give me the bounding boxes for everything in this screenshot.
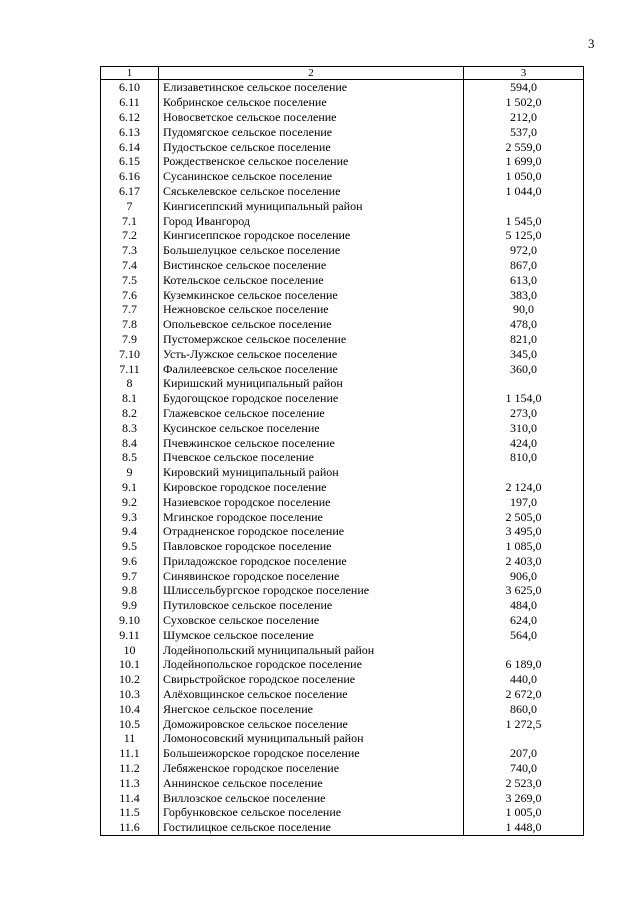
row-number: 6.14 <box>101 139 159 154</box>
row-number: 7.3 <box>101 243 159 258</box>
table-row <box>101 672 584 687</box>
settlement-name: Сусанинское сельское поселение <box>159 169 464 184</box>
row-number: 8.3 <box>101 420 159 435</box>
row-number: 9.7 <box>101 568 159 583</box>
table-row <box>101 272 584 287</box>
settlement-name: Опольевское сельское поселение <box>159 317 464 332</box>
table-row <box>101 420 584 435</box>
table-row <box>101 480 584 495</box>
settlement-value <box>464 198 584 213</box>
row-number: 11 <box>101 731 159 746</box>
settlement-value: 1 545,0 <box>464 213 584 228</box>
settlement-value: 212,0 <box>464 110 584 125</box>
settlement-value: 5 125,0 <box>464 228 584 243</box>
settlement-name: Кировское городское поселение <box>159 480 464 495</box>
settlement-name: Пудомягское сельское поселение <box>159 124 464 139</box>
settlement-table <box>100 66 584 836</box>
settlement-value: 484,0 <box>464 598 584 613</box>
settlement-value: 2 672,0 <box>464 687 584 702</box>
row-number: 7.11 <box>101 361 159 376</box>
row-number: 6.11 <box>101 95 159 110</box>
row-number: 7.10 <box>101 346 159 361</box>
table-row <box>101 509 584 524</box>
settlement-value: 860,0 <box>464 701 584 716</box>
settlement-value: 1 085,0 <box>464 539 584 554</box>
table-row <box>101 613 584 628</box>
row-number: 10.2 <box>101 672 159 687</box>
row-number: 9.11 <box>101 627 159 642</box>
row-number: 10.5 <box>101 716 159 731</box>
row-number: 11.2 <box>101 761 159 776</box>
settlement-name: Котельское сельское поселение <box>159 272 464 287</box>
row-number: 8.2 <box>101 406 159 421</box>
settlement-value: 2 523,0 <box>464 775 584 790</box>
table-row <box>101 465 584 480</box>
row-number: 9.4 <box>101 524 159 539</box>
row-number: 6.16 <box>101 169 159 184</box>
table-row <box>101 317 584 332</box>
row-number: 8 <box>101 376 159 391</box>
settlement-value: 906,0 <box>464 568 584 583</box>
settlement-name: Большелуцкое сельское поселение <box>159 243 464 258</box>
table-row <box>101 761 584 776</box>
row-number: 9.5 <box>101 539 159 554</box>
table-row <box>101 539 584 554</box>
table-row <box>101 524 584 539</box>
row-number: 6.13 <box>101 124 159 139</box>
settlement-value: 1 502,0 <box>464 95 584 110</box>
table-row <box>101 627 584 642</box>
row-number: 11.6 <box>101 820 159 835</box>
table-row <box>101 154 584 169</box>
settlement-name: Пчевжинское сельское поселение <box>159 435 464 450</box>
settlement-value <box>464 376 584 391</box>
settlement-name: Новосветское сельское поселение <box>159 110 464 125</box>
settlement-value: 345,0 <box>464 346 584 361</box>
settlement-name: Пчевское сельское поселение <box>159 450 464 465</box>
settlement-value: 3 625,0 <box>464 583 584 598</box>
row-number: 9.1 <box>101 480 159 495</box>
settlement-value: 740,0 <box>464 761 584 776</box>
row-number: 9.10 <box>101 613 159 628</box>
row-number: 10 <box>101 642 159 657</box>
settlement-value: 310,0 <box>464 420 584 435</box>
settlement-value: 1 448,0 <box>464 820 584 835</box>
row-number: 9.3 <box>101 509 159 524</box>
settlement-value: 1 044,0 <box>464 184 584 199</box>
table-row <box>101 124 584 139</box>
settlement-name: Мгинское городское поселение <box>159 509 464 524</box>
settlement-name: Глажевское сельское поселение <box>159 406 464 421</box>
settlement-value <box>464 731 584 746</box>
table-row <box>101 642 584 657</box>
table-row <box>101 213 584 228</box>
settlement-value: 478,0 <box>464 317 584 332</box>
row-number: 7.5 <box>101 272 159 287</box>
settlement-name: Лебяженское городское поселение <box>159 761 464 776</box>
row-number: 9.6 <box>101 554 159 569</box>
settlement-name: Куземкинское сельское поселение <box>159 287 464 302</box>
row-number: 9.2 <box>101 494 159 509</box>
table-row <box>101 228 584 243</box>
row-number: 7.8 <box>101 317 159 332</box>
settlement-value <box>464 465 584 480</box>
settlement-name: Будогощское городское поселение <box>159 391 464 406</box>
table-row <box>101 391 584 406</box>
row-number: 7 <box>101 198 159 213</box>
settlement-name: Фалилеевское сельское поселение <box>159 361 464 376</box>
settlement-name: Киришский муниципальный район <box>159 376 464 391</box>
table-row <box>101 169 584 184</box>
row-number: 6.10 <box>101 80 159 95</box>
settlement-name: Горбунковское сельское поселение <box>159 805 464 820</box>
settlement-value: 594,0 <box>464 80 584 95</box>
settlement-name: Суховское сельское поселение <box>159 613 464 628</box>
table-row <box>101 805 584 820</box>
settlement-name: Виллозское сельское поселение <box>159 790 464 805</box>
table-row <box>101 775 584 790</box>
settlement-name: Рождественское сельское поселение <box>159 154 464 169</box>
row-number: 7.9 <box>101 332 159 347</box>
settlement-name: Ломоносовский муниципальный район <box>159 731 464 746</box>
table-row <box>101 568 584 583</box>
table-row <box>101 598 584 613</box>
table-row <box>101 657 584 672</box>
row-number: 11.3 <box>101 775 159 790</box>
table-row <box>101 198 584 213</box>
row-number: 7.7 <box>101 302 159 317</box>
settlement-value: 273,0 <box>464 406 584 421</box>
settlement-value: 90,0 <box>464 302 584 317</box>
table-row <box>101 820 584 835</box>
settlement-name: Вистинское сельское поселение <box>159 258 464 273</box>
row-number: 6.15 <box>101 154 159 169</box>
table-row <box>101 450 584 465</box>
settlement-value: 3 269,0 <box>464 790 584 805</box>
table-row <box>101 184 584 199</box>
table-row <box>101 494 584 509</box>
table-row <box>101 287 584 302</box>
settlement-name: Усть-Лужское сельское поселение <box>159 346 464 361</box>
row-number: 10.4 <box>101 701 159 716</box>
settlement-name: Отрадненское городское поселение <box>159 524 464 539</box>
row-number: 7.2 <box>101 228 159 243</box>
row-number: 10.3 <box>101 687 159 702</box>
settlement-name: Алёховщинское сельское поселение <box>159 687 464 702</box>
column-header-1: 1 <box>101 67 159 80</box>
settlement-name: Большеижорское городское поселение <box>159 746 464 761</box>
table-row <box>101 701 584 716</box>
settlement-name: Гостилицкое сельское поселение <box>159 820 464 835</box>
row-number: 9.8 <box>101 583 159 598</box>
settlement-name: Свирьстройское городское поселение <box>159 672 464 687</box>
settlement-name: Аннинское сельское поселение <box>159 775 464 790</box>
table-row <box>101 687 584 702</box>
row-number: 7.1 <box>101 213 159 228</box>
row-number: 8.4 <box>101 435 159 450</box>
row-number: 11.4 <box>101 790 159 805</box>
table-row <box>101 95 584 110</box>
row-number: 6.12 <box>101 110 159 125</box>
table-row <box>101 139 584 154</box>
settlement-value: 197,0 <box>464 494 584 509</box>
settlement-value: 440,0 <box>464 672 584 687</box>
column-header-2: 2 <box>159 67 464 80</box>
row-number: 8.1 <box>101 391 159 406</box>
settlement-value: 1 050,0 <box>464 169 584 184</box>
settlement-name: Назиевское городское поселение <box>159 494 464 509</box>
row-number: 8.5 <box>101 450 159 465</box>
table-row <box>101 243 584 258</box>
settlement-name: Путиловское сельское поселение <box>159 598 464 613</box>
table-row <box>101 406 584 421</box>
row-number: 7.4 <box>101 258 159 273</box>
settlement-value: 624,0 <box>464 613 584 628</box>
settlement-name: Кингисеппский муниципальный район <box>159 198 464 213</box>
settlement-value: 2 124,0 <box>464 480 584 495</box>
settlement-name: Приладожское городское поселение <box>159 554 464 569</box>
table-row <box>101 583 584 598</box>
settlement-name: Шлиссельбургское городское поселение <box>159 583 464 598</box>
settlement-name: Синявинское городское поселение <box>159 568 464 583</box>
row-number: 9.9 <box>101 598 159 613</box>
table-row <box>101 435 584 450</box>
settlement-name: Доможировское сельское поселение <box>159 716 464 731</box>
settlement-value: 207,0 <box>464 746 584 761</box>
table-row <box>101 346 584 361</box>
table-row <box>101 361 584 376</box>
row-number: 9 <box>101 465 159 480</box>
table-row <box>101 376 584 391</box>
settlement-value: 1 699,0 <box>464 154 584 169</box>
table-row <box>101 302 584 317</box>
settlement-name: Пудостьское сельское поселение <box>159 139 464 154</box>
settlement-name: Пустомержское сельское поселение <box>159 332 464 347</box>
settlement-value: 3 495,0 <box>464 524 584 539</box>
table-row <box>101 332 584 347</box>
column-header-3: 3 <box>464 67 584 80</box>
row-number: 11.1 <box>101 746 159 761</box>
settlement-value: 537,0 <box>464 124 584 139</box>
settlement-name: Кобринское сельское поселение <box>159 95 464 110</box>
table-header-row <box>101 67 584 80</box>
settlement-name: Кингисеппское городское поселение <box>159 228 464 243</box>
settlement-value: 867,0 <box>464 258 584 273</box>
table-row <box>101 746 584 761</box>
settlement-name: Кусинское сельское поселение <box>159 420 464 435</box>
table-row <box>101 80 584 95</box>
row-number: 7.6 <box>101 287 159 302</box>
table-row <box>101 790 584 805</box>
settlement-value: 383,0 <box>464 287 584 302</box>
settlement-value: 613,0 <box>464 272 584 287</box>
row-number: 10.1 <box>101 657 159 672</box>
table-row <box>101 110 584 125</box>
settlement-name: Сяськелевское сельское поселение <box>159 184 464 199</box>
settlement-value: 2 403,0 <box>464 554 584 569</box>
settlement-name: Елизаветинское сельское поселение <box>159 80 464 95</box>
table-row <box>101 554 584 569</box>
row-number: 11.5 <box>101 805 159 820</box>
page-number: 3 <box>588 36 595 51</box>
settlement-name: Кировский муниципальный район <box>159 465 464 480</box>
settlement-value: 2 505,0 <box>464 509 584 524</box>
settlement-value: 2 559,0 <box>464 139 584 154</box>
settlement-name: Янегское сельское поселение <box>159 701 464 716</box>
settlement-value: 1 005,0 <box>464 805 584 820</box>
settlement-name: Шумское сельское поселение <box>159 627 464 642</box>
settlement-value: 6 189,0 <box>464 657 584 672</box>
table-row <box>101 258 584 273</box>
settlement-name: Павловское городское поселение <box>159 539 464 554</box>
settlement-value: 424,0 <box>464 435 584 450</box>
settlement-value: 972,0 <box>464 243 584 258</box>
settlement-name: Лодейнопольское городское поселение <box>159 657 464 672</box>
settlement-value: 1 272,5 <box>464 716 584 731</box>
table-row <box>101 731 584 746</box>
settlement-value: 1 154,0 <box>464 391 584 406</box>
table-row <box>101 716 584 731</box>
settlement-name: Город Ивангород <box>159 213 464 228</box>
row-number: 6.17 <box>101 184 159 199</box>
settlement-value: 360,0 <box>464 361 584 376</box>
settlement-name: Нежновское сельское поселение <box>159 302 464 317</box>
settlement-name: Лодейнопольский муниципальный район <box>159 642 464 657</box>
settlement-value: 821,0 <box>464 332 584 347</box>
settlement-value: 564,0 <box>464 627 584 642</box>
settlement-value: 810,0 <box>464 450 584 465</box>
settlement-value <box>464 642 584 657</box>
